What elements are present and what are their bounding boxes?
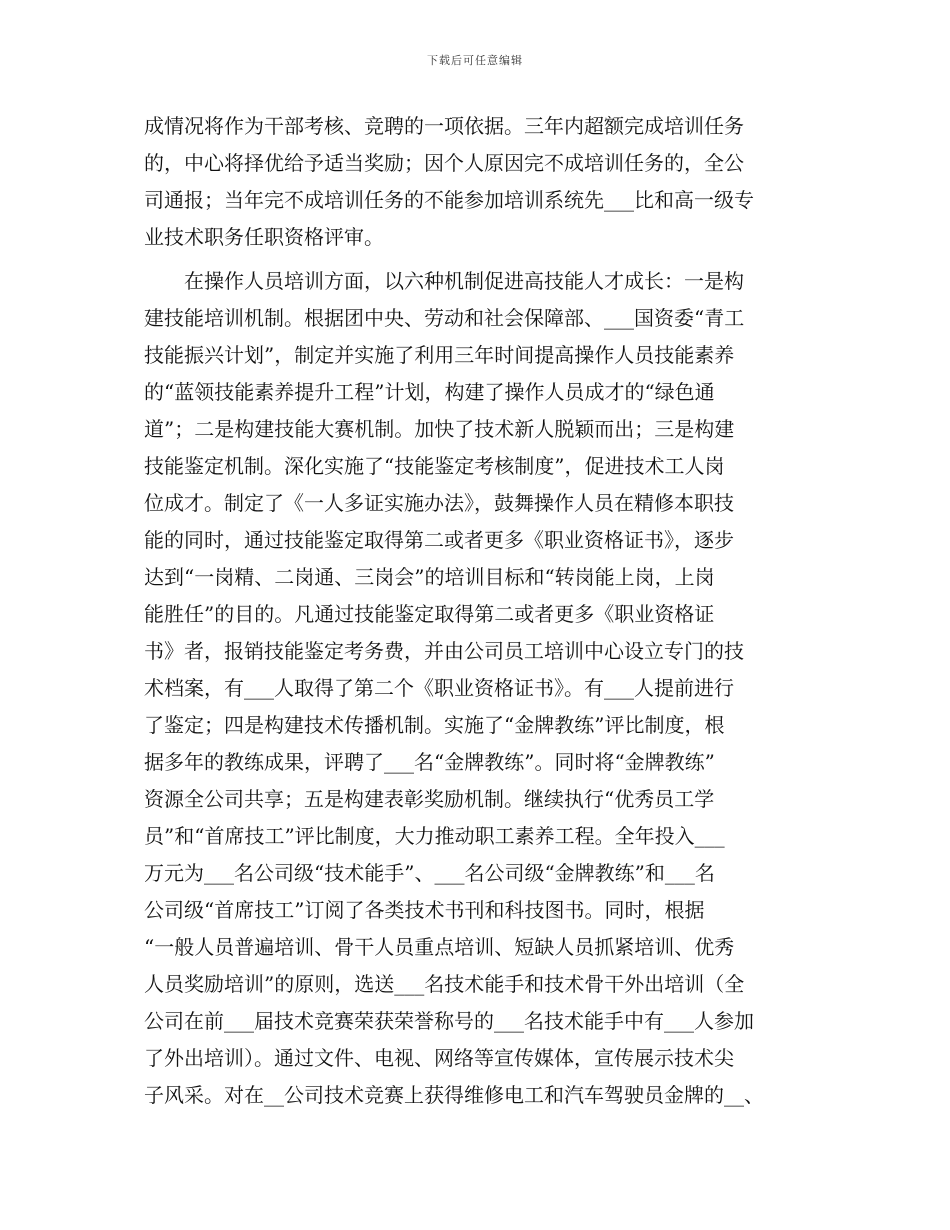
text-line: 在操作人员培训方面，以六种机制促进高技能人才成长：一是构 xyxy=(144,269,744,293)
text-line: 达到“一岗精、二岗通、三岗会”的培训目标和“转岗能上岗，上岗 xyxy=(144,565,715,589)
text-line: 的“蓝领技能素养提升工程”计划，构建了操作人员成才的“绿色通 xyxy=(144,380,715,404)
text-line: 技能鉴定机制。深化实施了“技能鉴定考核制度”，促进技术工人岗 xyxy=(144,454,725,478)
text-line: 据多年的教练成果，评聘了___名“金牌教练”。同时将“金牌教练” xyxy=(144,750,715,774)
text-line: 业技术职务任职资格评审。 xyxy=(144,225,384,249)
text-line: 技能振兴计划”，制定并实施了利用三年时间提高操作人员技能素养 xyxy=(144,343,735,367)
paragraph-gap xyxy=(144,256,804,263)
text-line: 位成才。制定了《一人多证实施办法》，鼓舞操作人员在精修本职技 xyxy=(144,491,734,515)
text-line: 书》者，报销技能鉴定考务费，并由公司员工培训中心设立专门的技 xyxy=(144,639,744,663)
text-line: 能胜任”的目的。凡通过技能鉴定取得第二或者更多《职业资格证 xyxy=(144,602,715,626)
text-line: 了外出培训）。通过文件、电视、网络等宣传媒体，宣传展示技术尖 xyxy=(144,1046,734,1070)
text-line: 万元为___名公司级“技术能手”、___名公司级“金牌教练”和___名 xyxy=(144,861,715,885)
text-line: 司通报；当年完不成培训任务的不能参加培训系统先___比和高一级专 xyxy=(144,188,754,212)
text-line: 的，中心将择优给予适当奖励；因个人原因完不成培训任务的，全公 xyxy=(144,151,744,175)
text-line: 能的同时，通过技能鉴定取得第二或者更多《职业资格证书》，逐步 xyxy=(144,528,734,552)
page-header: 下载后可任意编辑 xyxy=(427,54,523,67)
text-line: 成情况将作为干部考核、竞聘的一项依据。三年内超额完成培训任务 xyxy=(144,114,744,138)
text-line: 公司在前___届技术竞赛荣获荣誉称号的___名技术能手中有___人参加 xyxy=(144,1009,754,1033)
text-line: “一般人员普遍培训、骨干人员重点培训、短缺人员抓紧培训、优秀 xyxy=(144,935,735,959)
text-line: 公司级“首席技工”订阅了各类技术书刊和科技图书。同时，根据 xyxy=(144,898,705,922)
text-line: 员”和“首席技工”评比制度，大力推动职工素养工程。全年投入___ xyxy=(144,824,725,848)
text-line: 资源全公司共享；五是构建表彰奖励机制。继续执行“优秀员工学 xyxy=(144,787,715,811)
text-line: 术档案，有___人取得了第二个《职业资格证书》。有___人提前进行 xyxy=(144,676,734,700)
text-line: 道”；二是构建技能大赛机制。加快了技术新人脱颖而出；三是构建 xyxy=(144,417,735,441)
text-line: 子风采。对在__公司技术竞赛上获得维修电工和汽车驾驶员金牌的__、 xyxy=(144,1083,764,1107)
text-line: 人员奖励培训”的原则，选送___名技术能手和技术骨干外出培训（全 xyxy=(144,972,745,996)
text-line: 建技能培训机制。根据团中央、劳动和社会保障部、___国资委“青工 xyxy=(144,306,745,330)
document-body xyxy=(144,108,804,1114)
text-line: 了鉴定；四是构建技术传播机制。实施了“金牌教练”评比制度，根 xyxy=(144,713,725,737)
